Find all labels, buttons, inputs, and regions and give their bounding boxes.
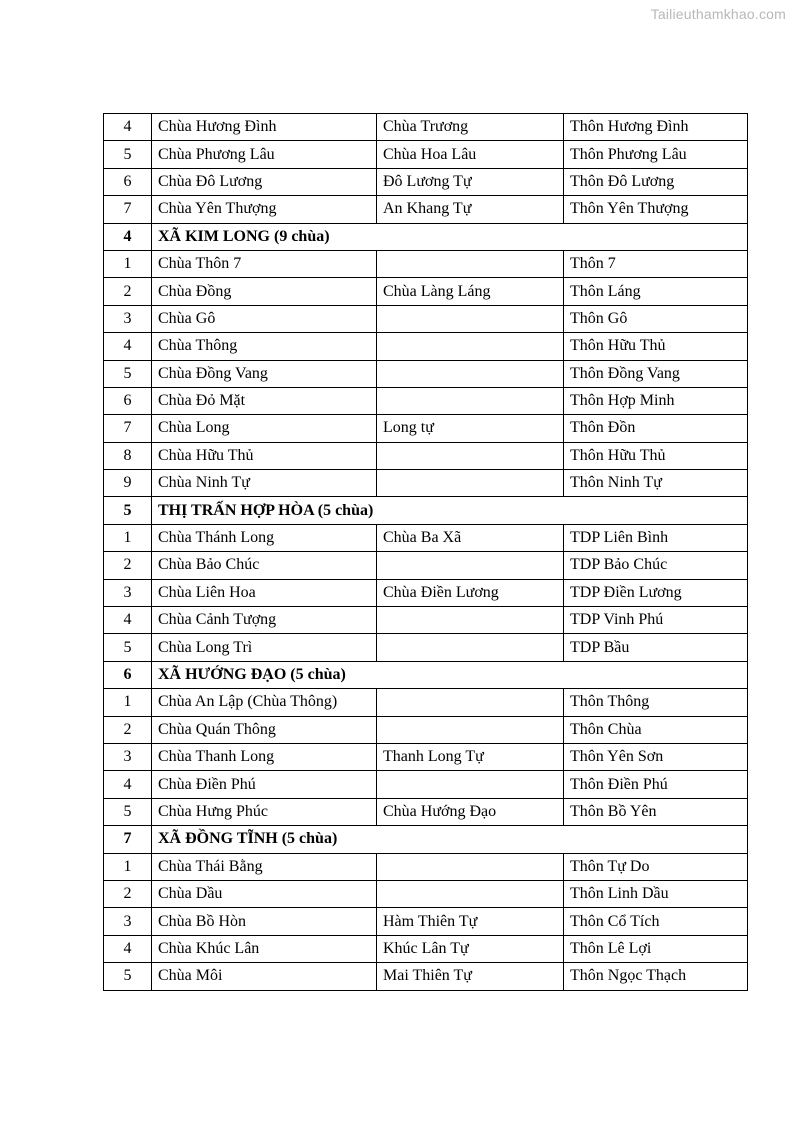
section-number: 7 xyxy=(104,826,152,853)
table-row xyxy=(104,470,748,497)
section-number: 5 xyxy=(104,497,152,524)
pagoda-name-cell: Chùa Khúc Lân xyxy=(152,935,377,962)
section-title: XÃ KIM LONG (9 chùa) xyxy=(152,223,748,250)
pagoda-name-cell: Chùa Phương Lâu xyxy=(152,141,377,168)
pagoda-location-cell: Thôn Lê Lợi xyxy=(564,935,748,962)
pagoda-alias-cell: Đô Lương Tự xyxy=(377,168,564,195)
table-row xyxy=(104,415,748,442)
table-row xyxy=(104,141,748,168)
pagoda-location-cell: TDP Bầu xyxy=(564,634,748,661)
table-row xyxy=(104,196,748,223)
table-row xyxy=(104,552,748,579)
pagoda-location-cell: Thôn Yên Thượng xyxy=(564,196,748,223)
pagoda-alias-cell xyxy=(377,333,564,360)
pagoda-alias-cell xyxy=(377,442,564,469)
pagoda-location-cell: Thôn 7 xyxy=(564,250,748,277)
table-row xyxy=(104,250,748,277)
table-row xyxy=(104,689,748,716)
pagoda-alias-cell xyxy=(377,250,564,277)
pagoda-alias-cell xyxy=(377,716,564,743)
pagoda-location-cell: Thôn Hữu Thủ xyxy=(564,442,748,469)
pagoda-name-cell: Chùa Điền Phú xyxy=(152,771,377,798)
row-number: 3 xyxy=(104,305,152,332)
table-row xyxy=(104,579,748,606)
pagoda-location-cell: Thôn Ngọc Thạch xyxy=(564,963,748,990)
pagoda-location-cell: Thôn Yên Sơn xyxy=(564,743,748,770)
row-number: 4 xyxy=(104,771,152,798)
row-number: 2 xyxy=(104,552,152,579)
table-row xyxy=(104,607,748,634)
section-number: 4 xyxy=(104,223,152,250)
pagoda-name-cell: Chùa Gô xyxy=(152,305,377,332)
pagoda-alias-cell xyxy=(377,880,564,907)
pagoda-location-cell: Thôn Đô Lương xyxy=(564,168,748,195)
section-row xyxy=(104,826,748,853)
pagoda-name-cell: Chùa Đô Lương xyxy=(152,168,377,195)
table-row xyxy=(104,524,748,551)
pagoda-name-cell: Chùa Bồ Hòn xyxy=(152,908,377,935)
pagoda-alias-cell xyxy=(377,360,564,387)
table-row xyxy=(104,168,748,195)
row-number: 1 xyxy=(104,250,152,277)
table-row xyxy=(104,935,748,962)
pagoda-name-cell: Chùa Đỏ Mặt xyxy=(152,387,377,414)
pagoda-list-body xyxy=(104,114,748,991)
pagoda-location-cell: Thôn Thông xyxy=(564,689,748,716)
row-number: 5 xyxy=(104,963,152,990)
pagoda-name-cell: Chùa Hữu Thủ xyxy=(152,442,377,469)
pagoda-name-cell: Chùa Yên Thượng xyxy=(152,196,377,223)
pagoda-alias-cell: Khúc Lân Tự xyxy=(377,935,564,962)
table-row xyxy=(104,333,748,360)
row-number: 2 xyxy=(104,716,152,743)
row-number: 5 xyxy=(104,141,152,168)
table-row xyxy=(104,853,748,880)
pagoda-list-table xyxy=(103,113,748,991)
pagoda-alias-cell xyxy=(377,387,564,414)
pagoda-name-cell: Chùa Long xyxy=(152,415,377,442)
pagoda-name-cell: Chùa Thôn 7 xyxy=(152,250,377,277)
pagoda-name-cell: Chùa Thanh Long xyxy=(152,743,377,770)
pagoda-name-cell: Chùa Đồng Vang xyxy=(152,360,377,387)
row-number: 2 xyxy=(104,880,152,907)
row-number: 7 xyxy=(104,196,152,223)
table-row xyxy=(104,360,748,387)
pagoda-location-cell: Thôn Điền Phú xyxy=(564,771,748,798)
section-row xyxy=(104,497,748,524)
section-title: XÃ ĐỒNG TĨNH (5 chùa) xyxy=(152,826,748,853)
table-row xyxy=(104,880,748,907)
table-row xyxy=(104,278,748,305)
pagoda-location-cell: TDP Liên Bình xyxy=(564,524,748,551)
pagoda-location-cell: Thôn Hữu Thủ xyxy=(564,333,748,360)
table-row xyxy=(104,634,748,661)
row-number: 1 xyxy=(104,853,152,880)
row-number: 7 xyxy=(104,415,152,442)
section-title: THỊ TRẤN HỢP HÒA (5 chùa) xyxy=(152,497,748,524)
pagoda-name-cell: Chùa Dầu xyxy=(152,880,377,907)
pagoda-location-cell: Thôn Hợp Minh xyxy=(564,387,748,414)
pagoda-location-cell: Thôn Chùa xyxy=(564,716,748,743)
pagoda-name-cell: Chùa Hương Đình xyxy=(152,114,377,141)
row-number: 2 xyxy=(104,278,152,305)
pagoda-name-cell: Chùa Thông xyxy=(152,333,377,360)
table-row xyxy=(104,963,748,990)
pagoda-alias-cell: Long tự xyxy=(377,415,564,442)
pagoda-location-cell: Thôn Tự Do xyxy=(564,853,748,880)
row-number: 5 xyxy=(104,360,152,387)
pagoda-name-cell: Chùa Thánh Long xyxy=(152,524,377,551)
table-row xyxy=(104,387,748,414)
row-number: 8 xyxy=(104,442,152,469)
row-number: 3 xyxy=(104,579,152,606)
pagoda-location-cell: Thôn Ninh Tự xyxy=(564,470,748,497)
pagoda-name-cell: Chùa Long Trì xyxy=(152,634,377,661)
row-number: 6 xyxy=(104,387,152,414)
table-row xyxy=(104,743,748,770)
pagoda-location-cell: Thôn Láng xyxy=(564,278,748,305)
table-row xyxy=(104,114,748,141)
row-number: 3 xyxy=(104,908,152,935)
row-number: 3 xyxy=(104,743,152,770)
pagoda-name-cell: Chùa Ninh Tự xyxy=(152,470,377,497)
pagoda-name-cell: Chùa Môi xyxy=(152,963,377,990)
row-number: 4 xyxy=(104,114,152,141)
pagoda-alias-cell xyxy=(377,689,564,716)
pagoda-location-cell: Thôn Phương Lâu xyxy=(564,141,748,168)
row-number: 1 xyxy=(104,524,152,551)
pagoda-location-cell: TDP Vinh Phú xyxy=(564,607,748,634)
pagoda-location-cell: Thôn Hương Đình xyxy=(564,114,748,141)
pagoda-alias-cell: Hàm Thiên Tự xyxy=(377,908,564,935)
row-number: 9 xyxy=(104,470,152,497)
table-row xyxy=(104,798,748,825)
pagoda-alias-cell: Chùa Trương xyxy=(377,114,564,141)
pagoda-name-cell: Chùa An Lập (Chùa Thông) xyxy=(152,689,377,716)
table-row xyxy=(104,442,748,469)
pagoda-location-cell: Thôn Gô xyxy=(564,305,748,332)
row-number: 5 xyxy=(104,634,152,661)
table-row xyxy=(104,908,748,935)
pagoda-name-cell: Chùa Liên Hoa xyxy=(152,579,377,606)
pagoda-name-cell: Chùa Đồng xyxy=(152,278,377,305)
pagoda-alias-cell xyxy=(377,771,564,798)
watermark-text: Tailieuthamkhao.com xyxy=(650,6,786,22)
pagoda-location-cell: Thôn Đồn xyxy=(564,415,748,442)
pagoda-name-cell: Chùa Bảo Chúc xyxy=(152,552,377,579)
pagoda-alias-cell: Chùa Điền Lương xyxy=(377,579,564,606)
pagoda-alias-cell: Chùa Hoa Lâu xyxy=(377,141,564,168)
pagoda-name-cell: Chùa Hưng Phúc xyxy=(152,798,377,825)
row-number: 5 xyxy=(104,798,152,825)
section-number: 6 xyxy=(104,661,152,688)
pagoda-alias-cell: Chùa Làng Láng xyxy=(377,278,564,305)
pagoda-name-cell: Chùa Quán Thông xyxy=(152,716,377,743)
pagoda-alias-cell: Chùa Ba Xã xyxy=(377,524,564,551)
pagoda-location-cell: TDP Bảo Chúc xyxy=(564,552,748,579)
pagoda-alias-cell: Mai Thiên Tự xyxy=(377,963,564,990)
pagoda-alias-cell xyxy=(377,607,564,634)
pagoda-alias-cell xyxy=(377,634,564,661)
row-number: 4 xyxy=(104,935,152,962)
pagoda-location-cell: Thôn Bồ Yên xyxy=(564,798,748,825)
pagoda-alias-cell: An Khang Tự xyxy=(377,196,564,223)
section-row xyxy=(104,661,748,688)
row-number: 4 xyxy=(104,333,152,360)
pagoda-alias-cell xyxy=(377,470,564,497)
pagoda-name-cell: Chùa Cảnh Tượng xyxy=(152,607,377,634)
row-number: 6 xyxy=(104,168,152,195)
table-row xyxy=(104,305,748,332)
row-number: 4 xyxy=(104,607,152,634)
pagoda-location-cell: Thôn Cổ Tích xyxy=(564,908,748,935)
pagoda-location-cell: Thôn Đồng Vang xyxy=(564,360,748,387)
table-row xyxy=(104,716,748,743)
section-row xyxy=(104,223,748,250)
pagoda-name-cell: Chùa Thái Bằng xyxy=(152,853,377,880)
section-title: XÃ HƯỚNG ĐẠO (5 chùa) xyxy=(152,661,748,688)
pagoda-alias-cell: Thanh Long Tự xyxy=(377,743,564,770)
pagoda-alias-cell: Chùa Hướng Đạo xyxy=(377,798,564,825)
pagoda-alias-cell xyxy=(377,305,564,332)
pagoda-location-cell: TDP Điền Lương xyxy=(564,579,748,606)
table-row xyxy=(104,771,748,798)
pagoda-location-cell: Thôn Linh Dầu xyxy=(564,880,748,907)
row-number: 1 xyxy=(104,689,152,716)
pagoda-alias-cell xyxy=(377,552,564,579)
pagoda-alias-cell xyxy=(377,853,564,880)
